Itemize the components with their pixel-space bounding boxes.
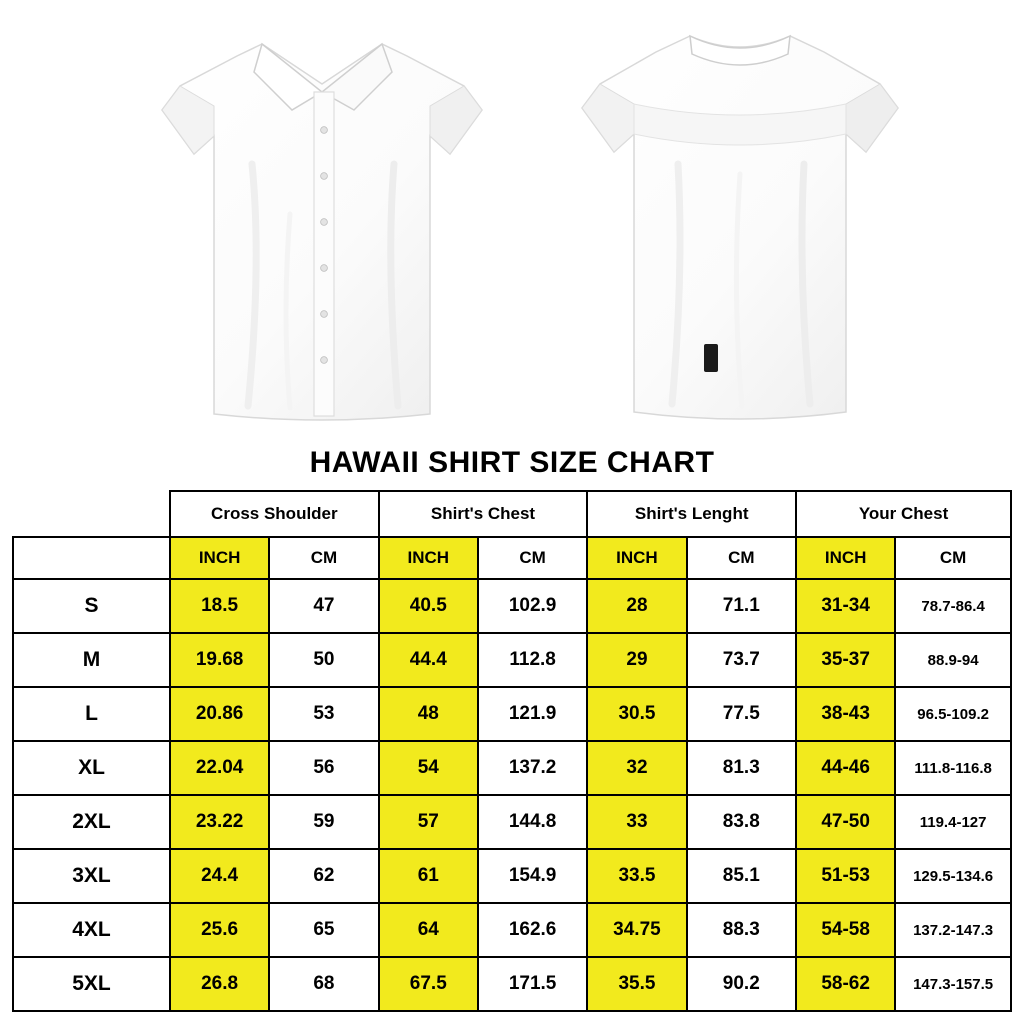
cell-chest-cm: 171.5 xyxy=(478,957,588,1011)
cell-your-chest-inch: 38-43 xyxy=(796,687,895,741)
cell-length-inch: 33.5 xyxy=(587,849,686,903)
unit-header-inch-2: INCH xyxy=(379,537,478,579)
cell-chest-cm: 102.9 xyxy=(478,579,588,633)
cell-cross-shoulder-cm: 59 xyxy=(269,795,379,849)
cell-length-cm: 81.3 xyxy=(687,741,797,795)
cell-cross-shoulder-inch: 18.5 xyxy=(170,579,269,633)
cell-your-chest-cm: 78.7-86.4 xyxy=(895,579,1011,633)
table-row xyxy=(13,903,1011,957)
cell-your-chest-cm: 129.5-134.6 xyxy=(895,849,1011,903)
size-label: S xyxy=(13,579,170,633)
cell-length-cm: 77.5 xyxy=(687,687,797,741)
unit-header-inch-4: INCH xyxy=(796,537,895,579)
cell-length-cm: 85.1 xyxy=(687,849,797,903)
size-label: M xyxy=(13,633,170,687)
size-label: 5XL xyxy=(13,957,170,1011)
table-row xyxy=(13,687,1011,741)
size-label: XL xyxy=(13,741,170,795)
size-label: 3XL xyxy=(13,849,170,903)
size-label: 2XL xyxy=(13,795,170,849)
size-chart-table-wrapper xyxy=(0,490,1024,1012)
table-row xyxy=(13,849,1011,903)
shirt-back-image xyxy=(560,14,920,434)
size-label: 4XL xyxy=(13,903,170,957)
cell-chest-inch: 40.5 xyxy=(379,579,478,633)
shirt-front-image xyxy=(142,14,502,434)
cell-your-chest-inch: 58-62 xyxy=(796,957,895,1011)
page-title: HAWAII SHIRT SIZE CHART xyxy=(309,446,715,479)
cell-cross-shoulder-cm: 56 xyxy=(269,741,379,795)
cell-your-chest-cm: 119.4-127 xyxy=(895,795,1011,849)
cell-your-chest-inch: 31-34 xyxy=(796,579,895,633)
table-row xyxy=(13,633,1011,687)
cell-chest-inch: 64 xyxy=(379,903,478,957)
cell-length-cm: 71.1 xyxy=(687,579,797,633)
group-header-shirts-lenght: Shirt's Lenght xyxy=(587,491,796,537)
cell-chest-cm: 121.9 xyxy=(478,687,588,741)
unit-header-cm-2: CM xyxy=(478,537,588,579)
cell-length-cm: 83.8 xyxy=(687,795,797,849)
cell-cross-shoulder-cm: 50 xyxy=(269,633,379,687)
group-header-row xyxy=(13,491,1011,537)
cell-chest-inch: 48 xyxy=(379,687,478,741)
cell-cross-shoulder-inch: 20.86 xyxy=(170,687,269,741)
cell-length-cm: 90.2 xyxy=(687,957,797,1011)
unit-corner-cell xyxy=(13,537,170,579)
cell-cross-shoulder-inch: 19.68 xyxy=(170,633,269,687)
cell-length-inch: 28 xyxy=(587,579,686,633)
cell-length-inch: 30.5 xyxy=(587,687,686,741)
cell-your-chest-cm: 88.9-94 xyxy=(895,633,1011,687)
cell-your-chest-cm: 137.2-147.3 xyxy=(895,903,1011,957)
group-header-your-chest: Your Chest xyxy=(796,491,1011,537)
cell-cross-shoulder-cm: 47 xyxy=(269,579,379,633)
shirt-illustrations xyxy=(0,0,1024,444)
cell-chest-inch: 67.5 xyxy=(379,957,478,1011)
cell-chest-cm: 162.6 xyxy=(478,903,588,957)
cell-length-inch: 32 xyxy=(587,741,686,795)
cell-chest-inch: 54 xyxy=(379,741,478,795)
group-header-shirts-chest: Shirt's Chest xyxy=(379,491,588,537)
cell-your-chest-inch: 54-58 xyxy=(796,903,895,957)
cell-length-inch: 29 xyxy=(587,633,686,687)
cell-length-inch: 35.5 xyxy=(587,957,686,1011)
cell-length-cm: 73.7 xyxy=(687,633,797,687)
cell-length-inch: 33 xyxy=(587,795,686,849)
table-row xyxy=(13,741,1011,795)
cell-cross-shoulder-inch: 24.4 xyxy=(170,849,269,903)
cell-cross-shoulder-inch: 23.22 xyxy=(170,795,269,849)
cell-your-chest-cm: 96.5-109.2 xyxy=(895,687,1011,741)
cell-chest-cm: 144.8 xyxy=(478,795,588,849)
cell-chest-inch: 61 xyxy=(379,849,478,903)
cell-cross-shoulder-inch: 26.8 xyxy=(170,957,269,1011)
cell-your-chest-inch: 44-46 xyxy=(796,741,895,795)
unit-header-cm-3: CM xyxy=(687,537,797,579)
size-chart-table xyxy=(12,490,1012,1012)
table-row xyxy=(13,957,1011,1011)
cell-your-chest-cm: 111.8-116.8 xyxy=(895,741,1011,795)
cell-cross-shoulder-cm: 65 xyxy=(269,903,379,957)
cell-length-inch: 34.75 xyxy=(587,903,686,957)
cell-cross-shoulder-cm: 68 xyxy=(269,957,379,1011)
unit-header-cm-1: CM xyxy=(269,537,379,579)
unit-header-inch-1: INCH xyxy=(170,537,269,579)
table-row xyxy=(13,795,1011,849)
cell-your-chest-inch: 51-53 xyxy=(796,849,895,903)
cell-chest-inch: 44.4 xyxy=(379,633,478,687)
cell-your-chest-inch: 47-50 xyxy=(796,795,895,849)
cell-cross-shoulder-inch: 25.6 xyxy=(170,903,269,957)
cell-your-chest-cm: 147.3-157.5 xyxy=(895,957,1011,1011)
corner-cell xyxy=(13,491,170,537)
cell-chest-inch: 57 xyxy=(379,795,478,849)
cell-cross-shoulder-inch: 22.04 xyxy=(170,741,269,795)
cell-your-chest-inch: 35-37 xyxy=(796,633,895,687)
cell-cross-shoulder-cm: 53 xyxy=(269,687,379,741)
unit-header-cm-4: CM xyxy=(895,537,1011,579)
cell-chest-cm: 112.8 xyxy=(478,633,588,687)
unit-header-inch-3: INCH xyxy=(587,537,686,579)
group-header-cross-shoulder: Cross Shoulder xyxy=(170,491,379,537)
size-label: L xyxy=(13,687,170,741)
table-row xyxy=(13,579,1011,633)
cell-cross-shoulder-cm: 62 xyxy=(269,849,379,903)
cell-chest-cm: 154.9 xyxy=(478,849,588,903)
cell-chest-cm: 137.2 xyxy=(478,741,588,795)
cell-length-cm: 88.3 xyxy=(687,903,797,957)
unit-header-row xyxy=(13,537,1011,579)
